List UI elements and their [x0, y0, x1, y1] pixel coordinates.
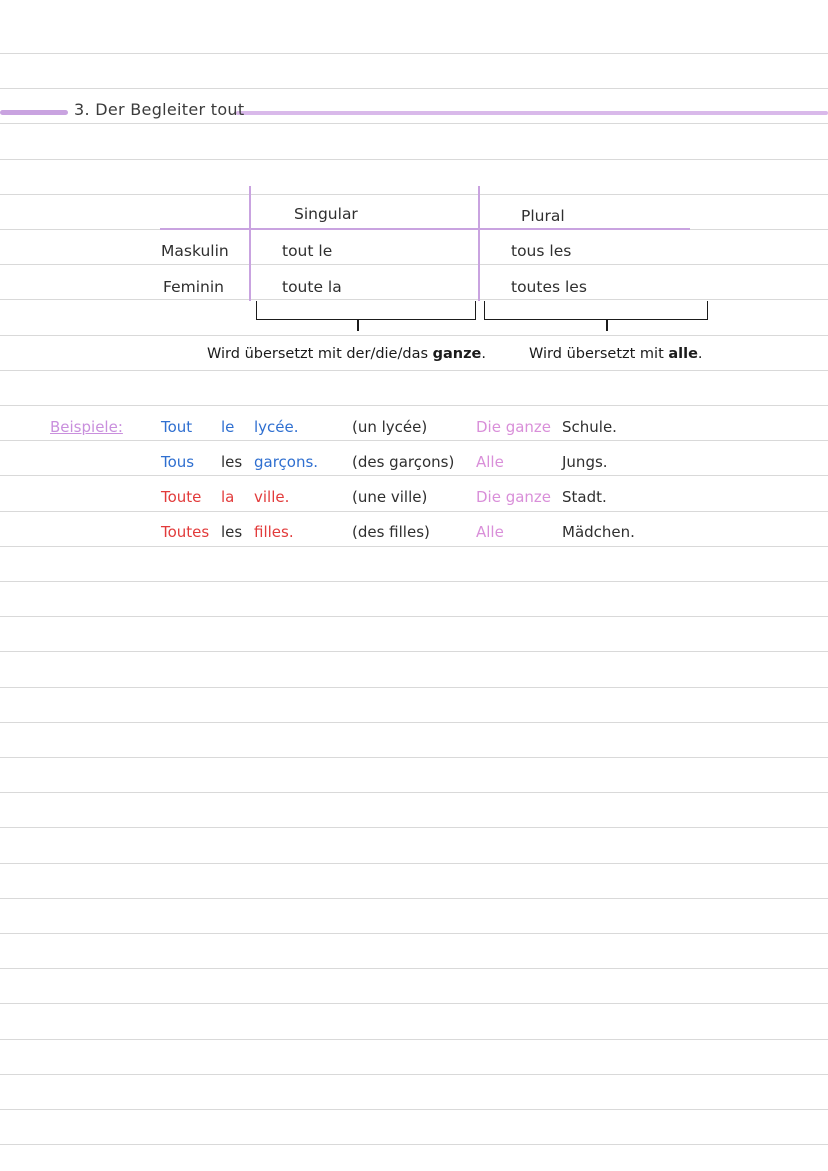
example-word2: les	[221, 453, 243, 471]
example-paren: (un lycée)	[352, 418, 428, 436]
paper-rule-line	[0, 440, 828, 441]
paper-rule-line	[0, 1039, 828, 1040]
example-translation-noun: Schule.	[562, 418, 617, 436]
table-header-underline-plural	[480, 228, 690, 230]
example-translation-noun: Mädchen.	[562, 523, 635, 541]
example-paren: (des filles)	[352, 523, 430, 541]
caption-plural	[529, 346, 703, 362]
example-word1: Toutes	[161, 523, 210, 541]
paper-rule-line	[0, 475, 828, 476]
caption-plural-text: Wird übersetzt mit	[529, 346, 669, 362]
paper-rule-line	[0, 792, 828, 793]
example-word3: lycée.	[254, 418, 299, 436]
paper-rule-line	[0, 546, 828, 547]
example-translation-noun: Stadt.	[562, 488, 607, 506]
examples-label: Beispiele:	[50, 418, 123, 436]
paper-rule-line	[0, 1144, 828, 1145]
table-row-label-maskulin: Maskulin	[161, 242, 229, 260]
paper-rule-line	[0, 511, 828, 512]
paper-rule-line	[0, 687, 828, 688]
table-col-header-plural: Plural	[521, 207, 565, 225]
paper-rule-line	[0, 1074, 828, 1075]
caption-singular-text: Wird übersetzt mit der/die/das	[207, 346, 433, 362]
paper-rule-line	[0, 898, 828, 899]
example-word2: les	[221, 523, 243, 541]
paper-rule-line	[0, 1109, 828, 1110]
example-translation-article: Alle	[476, 523, 504, 541]
table-cell-feminin-singular: toute la	[282, 278, 342, 296]
caption-singular-bold: ganze	[432, 346, 482, 362]
example-translation-article: Die ganze	[476, 418, 552, 436]
paper-rule-line	[0, 933, 828, 934]
caption-plural-bold: alle	[668, 346, 698, 362]
example-translation-noun: Jungs.	[562, 453, 608, 471]
caption-singular	[207, 346, 486, 362]
page-title: 3. Der Begleiter tout	[74, 100, 245, 119]
caption-plural-end: .	[697, 346, 703, 362]
table-divider-middle	[478, 186, 480, 301]
paper-rule-line	[0, 968, 828, 969]
example-translation-article: Alle	[476, 453, 504, 471]
table-col-header-singular: Singular	[294, 205, 358, 223]
example-word1: Toute	[161, 488, 202, 506]
table-row-label-feminin: Feminin	[163, 278, 224, 296]
example-paren: (des garçons)	[352, 453, 455, 471]
example-word3: filles.	[254, 523, 294, 541]
example-word1: Tout	[161, 418, 193, 436]
example-word2: le	[221, 418, 235, 436]
example-paren: (une ville)	[352, 488, 428, 506]
brace-singular-tick	[357, 319, 359, 331]
table-cell-maskulin-plural: tous les	[511, 242, 572, 260]
table-cell-maskulin-singular: tout le	[282, 242, 333, 260]
grammar-table	[0, 0, 828, 400]
paper-rule-line	[0, 581, 828, 582]
brace-plural-tick	[606, 319, 608, 331]
example-word3: garçons.	[254, 453, 319, 471]
paper-rule-line	[0, 405, 828, 406]
example-translation-article: Die ganze	[476, 488, 552, 506]
paper-rule-line	[0, 757, 828, 758]
paper-rule-line	[0, 651, 828, 652]
table-header-underline-singular	[160, 228, 480, 230]
example-word3: ville.	[254, 488, 290, 506]
paper-rule-line	[0, 616, 828, 617]
paper-rule-line	[0, 827, 828, 828]
example-word2: la	[221, 488, 235, 506]
brace-singular	[256, 301, 476, 320]
brace-plural	[484, 301, 708, 320]
paper-rule-line	[0, 1003, 828, 1004]
example-word1: Tous	[161, 453, 195, 471]
paper-rule-line	[0, 722, 828, 723]
paper-rule-line	[0, 863, 828, 864]
table-cell-feminin-plural: toutes les	[511, 278, 587, 296]
caption-singular-end: .	[481, 346, 486, 362]
table-divider-left	[249, 186, 251, 301]
